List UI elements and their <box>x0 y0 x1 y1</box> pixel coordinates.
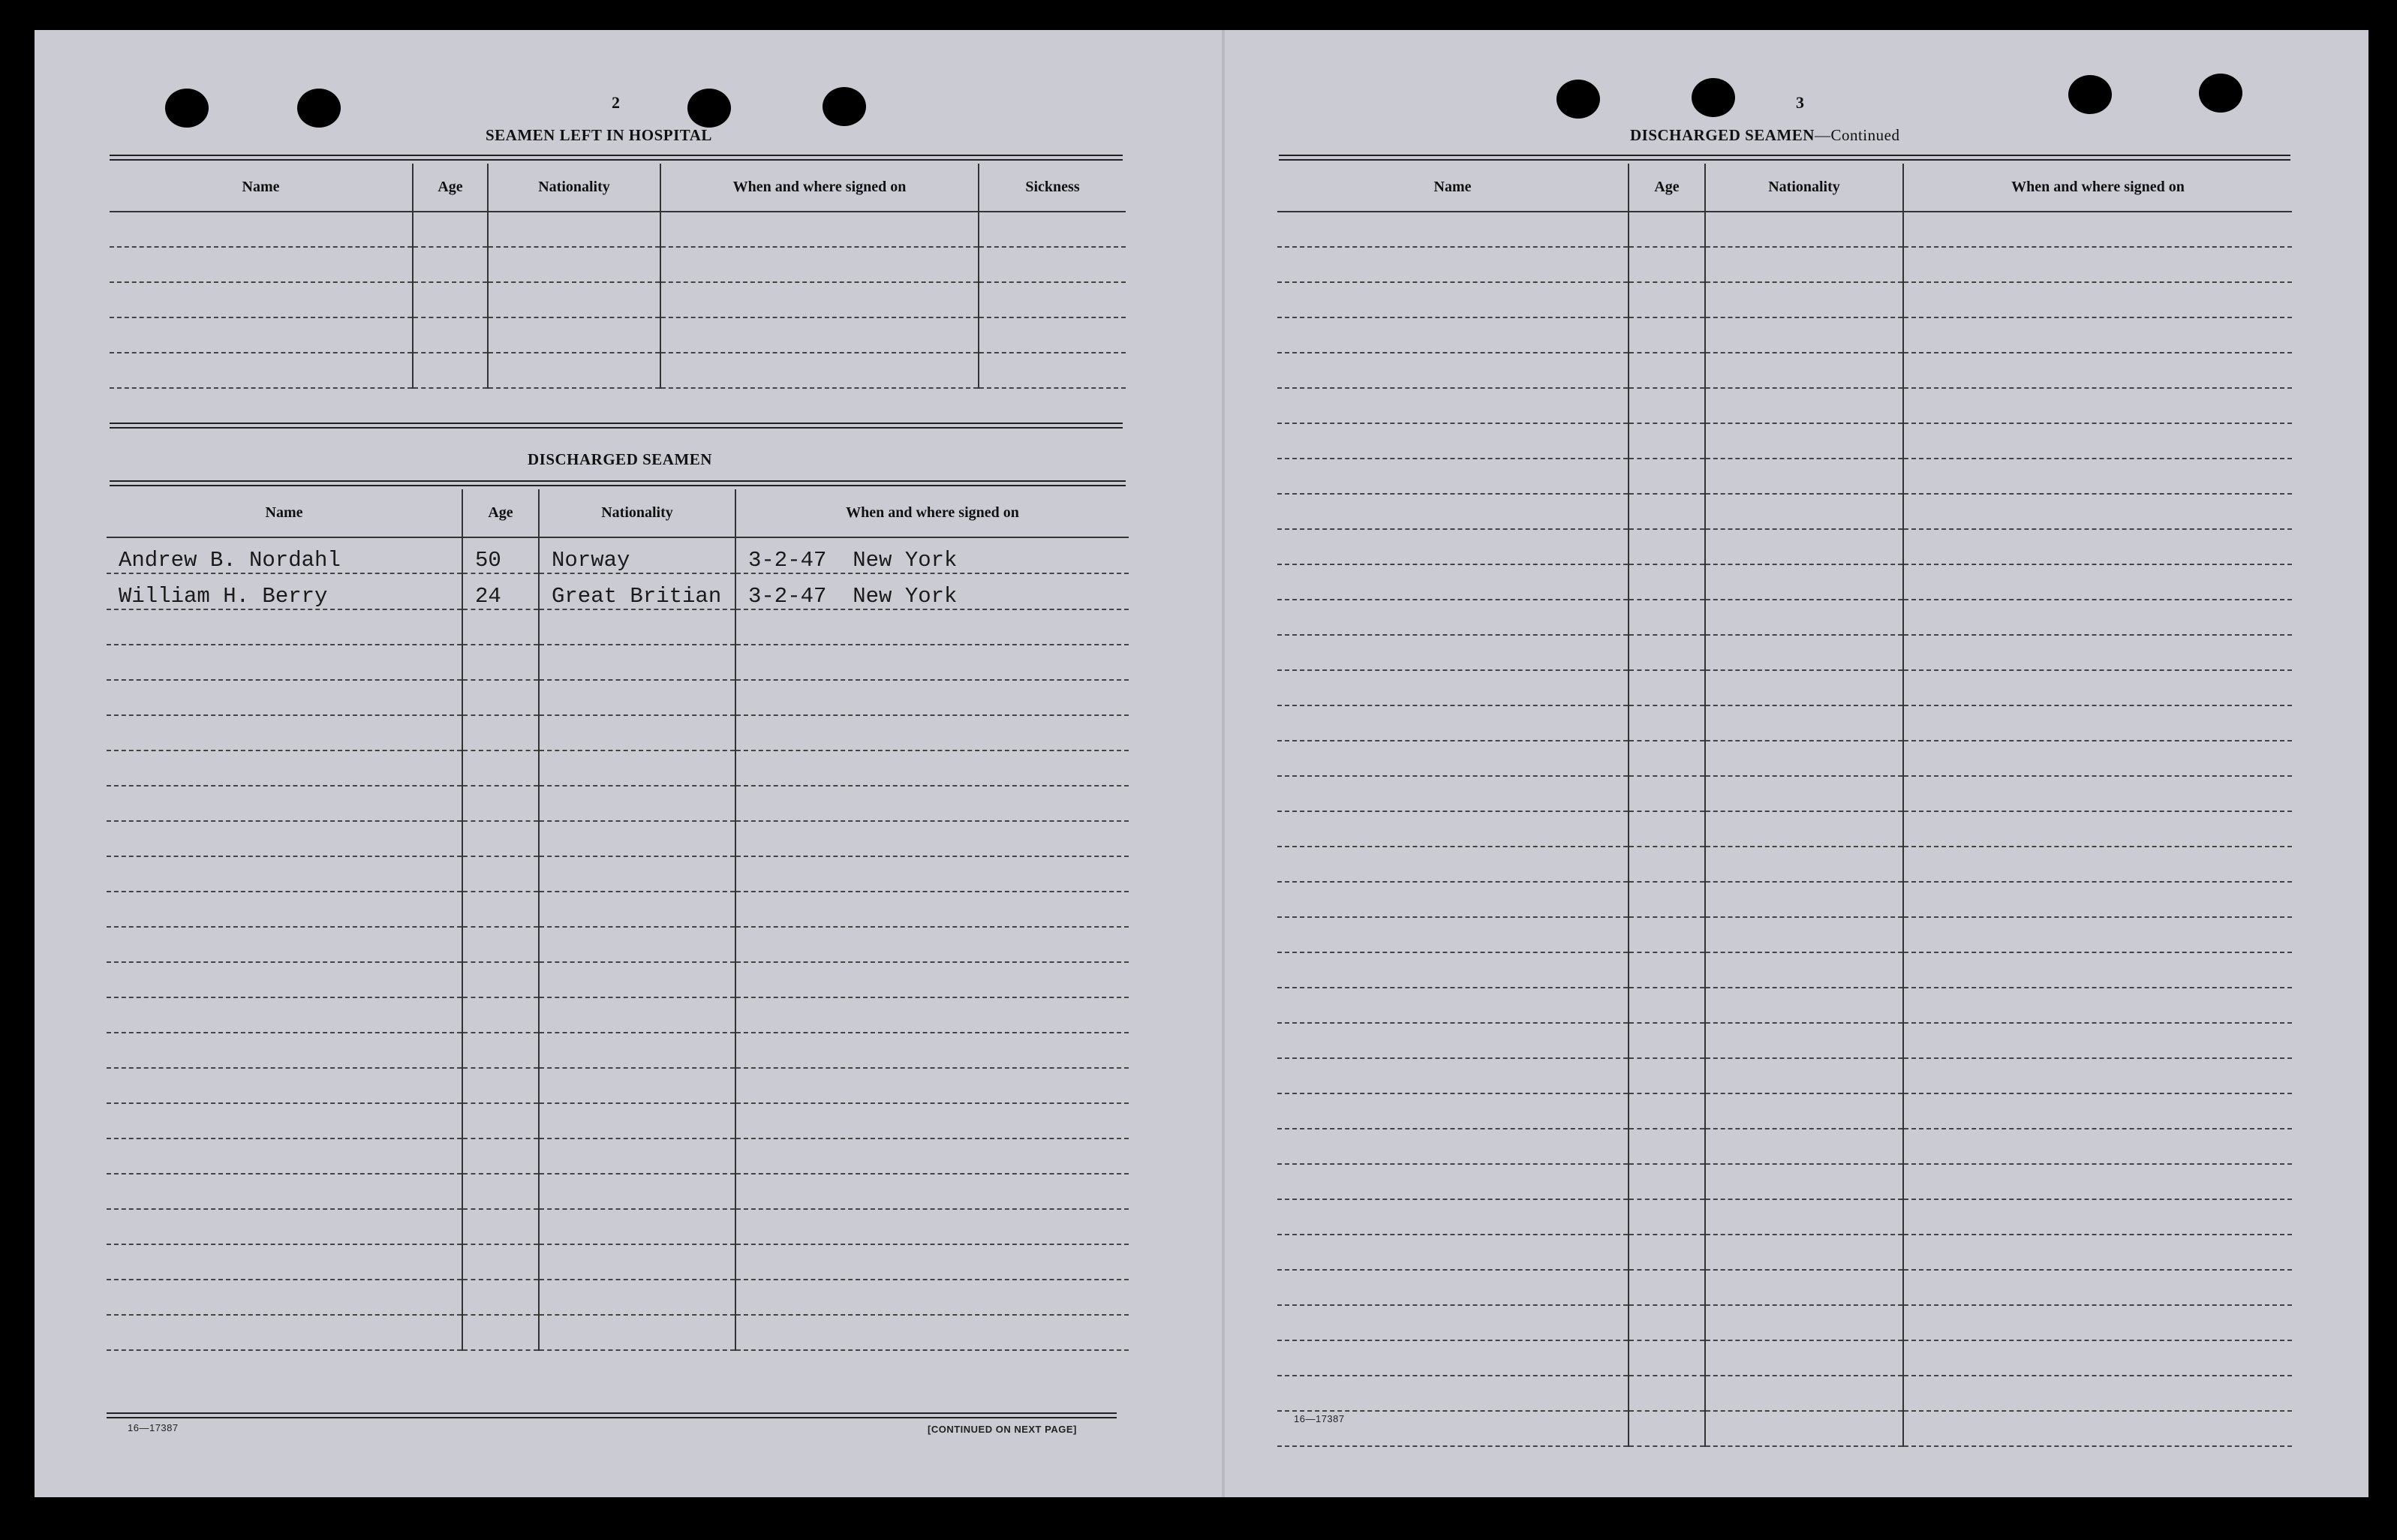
table-row <box>107 1209 1129 1244</box>
seaman-age: 50 <box>462 537 539 573</box>
table-row <box>107 1068 1129 1103</box>
col-header-nationality: Nationality <box>539 489 735 537</box>
col-header-name: Name <box>110 164 413 212</box>
page-number: 3 <box>1796 93 1804 112</box>
table-row <box>1277 388 2292 423</box>
table-row <box>110 317 1126 353</box>
punch-hole <box>2199 74 2242 113</box>
table-row <box>107 715 1129 750</box>
table-row <box>1277 1270 2292 1305</box>
table-row <box>107 1244 1129 1280</box>
table-row <box>1277 1058 2292 1093</box>
table-row <box>1277 705 2292 741</box>
discharged-table <box>107 489 1129 1351</box>
punch-hole <box>297 89 341 128</box>
col-header-sickness: Sickness <box>979 164 1126 212</box>
col-header-name: Name <box>107 489 462 537</box>
table-row <box>1277 988 2292 1023</box>
table-row <box>107 962 1129 997</box>
col-header-name: Name <box>1277 164 1629 212</box>
punch-hole <box>2068 75 2112 114</box>
table-row <box>107 1138 1129 1174</box>
table-row <box>1277 353 2292 388</box>
col-header-age: Age <box>462 489 539 537</box>
seaman-age: 24 <box>462 573 539 609</box>
table-row <box>1277 1411 2292 1446</box>
table-row <box>110 212 1126 247</box>
table-row <box>1277 564 2292 600</box>
table-row <box>1277 1129 2292 1164</box>
table-row <box>110 282 1126 317</box>
title-rule <box>1279 155 2290 161</box>
continued-note: [CONTINUED ON NEXT PAGE] <box>928 1424 1077 1435</box>
seaman-name: Andrew B. Nordahl <box>107 537 462 573</box>
table-row <box>1277 882 2292 917</box>
table-row <box>107 786 1129 821</box>
col-header-signed-on: When and where signed on <box>735 489 1129 537</box>
table-row <box>1277 1093 2292 1129</box>
table-row <box>1277 1340 2292 1376</box>
title-rule <box>110 480 1126 486</box>
punch-hole <box>823 87 866 126</box>
col-header-signed-on: When and where signed on <box>1903 164 2292 212</box>
section-rule <box>110 423 1123 429</box>
table-row <box>1277 459 2292 494</box>
page-number: 2 <box>612 93 620 112</box>
form-number: 16—17387 <box>128 1422 179 1433</box>
table-row <box>107 645 1129 680</box>
table-row <box>1277 1235 2292 1270</box>
table-row <box>107 1315 1129 1350</box>
table-row <box>107 1174 1129 1209</box>
seaman-name: William H. Berry <box>107 573 462 609</box>
table-row <box>107 750 1129 786</box>
table-row <box>1277 1305 2292 1340</box>
col-header-age: Age <box>413 164 488 212</box>
table-row <box>1277 282 2292 317</box>
hospital-table <box>110 164 1126 389</box>
table-row <box>107 537 1129 573</box>
table-row <box>1277 917 2292 952</box>
title-rule <box>110 155 1123 161</box>
discharged-continued-title <box>1630 126 1899 145</box>
table-row <box>1277 1199 2292 1235</box>
col-header-age: Age <box>1629 164 1705 212</box>
table-row <box>110 247 1126 282</box>
table-row <box>1277 847 2292 882</box>
table-row <box>107 573 1129 609</box>
table-row <box>107 856 1129 892</box>
table-row <box>1277 1023 2292 1058</box>
table-row <box>1277 635 2292 670</box>
table-row <box>1277 1376 2292 1411</box>
seaman-nationality: Norway <box>539 537 735 573</box>
seaman-nationality: Great Britian <box>539 573 735 609</box>
col-header-nationality: Nationality <box>488 164 660 212</box>
table-row <box>1277 247 2292 282</box>
table-row <box>107 927 1129 962</box>
seaman-signed-on: 3-2-47 New York <box>735 573 1129 609</box>
table-row <box>107 680 1129 715</box>
discharged-continued-title-suffix: —Continued <box>1814 126 1900 144</box>
discharged-continued-table <box>1277 164 2292 1447</box>
table-row <box>1277 1164 2292 1199</box>
table-row <box>1277 670 2292 705</box>
table-row <box>1277 776 2292 811</box>
table-row <box>107 1033 1129 1068</box>
table-row <box>107 1280 1129 1315</box>
table-row <box>1277 600 2292 635</box>
table-row <box>1277 741 2292 776</box>
punch-hole <box>165 89 209 128</box>
table-row <box>1277 529 2292 564</box>
punch-hole <box>1692 78 1735 117</box>
discharged-section-title: DISCHARGED SEAMEN <box>528 450 712 468</box>
table-row <box>107 821 1129 856</box>
table-row <box>107 997 1129 1033</box>
table-row <box>110 353 1126 388</box>
col-header-nationality: Nationality <box>1705 164 1903 212</box>
table-row <box>1277 952 2292 988</box>
table-row <box>1277 494 2292 529</box>
form-number: 16—17387 <box>1294 1413 1345 1424</box>
table-row <box>107 1103 1129 1138</box>
table-row <box>1277 317 2292 353</box>
col-header-signed-on: When and where signed on <box>660 164 979 212</box>
seaman-signed-on: 3-2-47 New York <box>735 537 1129 573</box>
bottom-rule <box>107 1412 1117 1418</box>
table-row <box>1277 212 2292 247</box>
table-row <box>107 892 1129 927</box>
page-fold <box>1222 30 1225 1497</box>
punch-hole <box>1556 80 1600 119</box>
table-row <box>1277 423 2292 459</box>
hospital-section-title: SEAMEN LEFT IN HOSPITAL <box>486 126 712 144</box>
discharged-continued-title-main: DISCHARGED SEAMEN <box>1630 126 1815 144</box>
table-row <box>107 609 1129 645</box>
punch-hole <box>687 89 731 128</box>
table-row <box>1277 811 2292 847</box>
